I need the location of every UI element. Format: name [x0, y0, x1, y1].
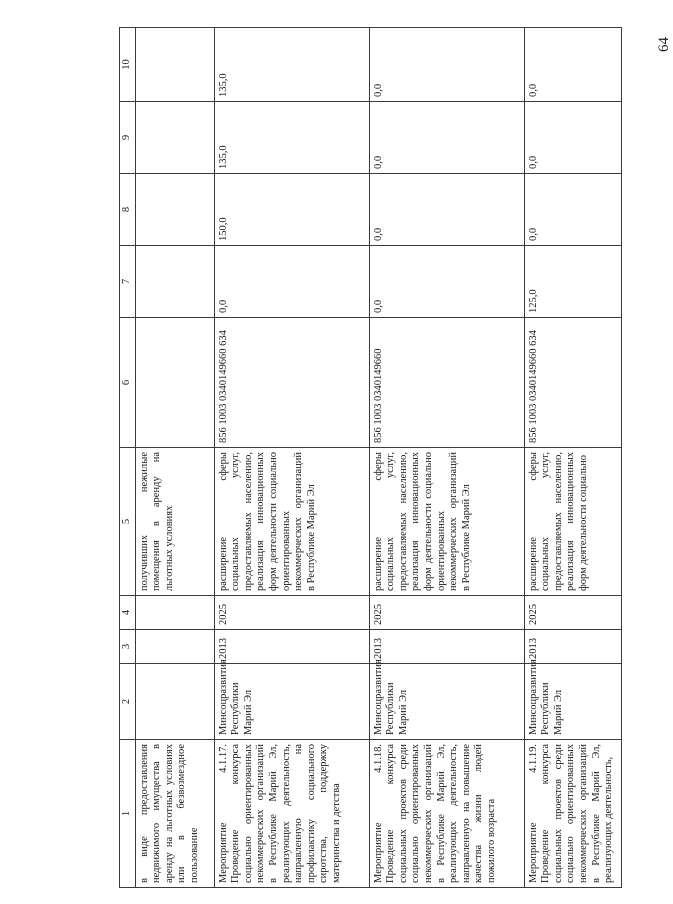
rotated-table-frame [119, 28, 639, 888]
amount-col9: 0,0 [524, 102, 621, 174]
start-year: 2013 [214, 630, 369, 664]
amount-col7: 0,0 [369, 246, 524, 318]
responsible-executor [135, 664, 214, 740]
measure-description: Мероприятие 4.1.19. Проведение конкурса социальных проектов среди социально ориентированных некоммерческих организаций в Республике Марий Эл, реализующих деятельность, [524, 740, 621, 888]
amount-col10: 135,0 [214, 28, 369, 102]
column-number: 5 [120, 448, 136, 596]
column-number: 3 [120, 630, 136, 664]
amount-col8: 150,0 [214, 174, 369, 246]
column-number: 1 [120, 740, 136, 888]
amount-col10: 0,0 [524, 28, 621, 102]
end-year [135, 596, 214, 630]
table-row [369, 28, 524, 888]
responsible-executor: Минсоцразвития Республики Марий Эл [524, 664, 621, 740]
budget-code [135, 318, 214, 448]
amount-col7 [135, 246, 214, 318]
column-number: 10 [120, 28, 136, 102]
responsible-executor: Минсоцразвития Республики Марий Эл [214, 664, 369, 740]
start-year: 2013 [369, 630, 524, 664]
end-year: 2025 [524, 596, 621, 630]
amount-col7: 125,0 [524, 246, 621, 318]
amount-col8: 0,0 [524, 174, 621, 246]
end-year: 2025 [214, 596, 369, 630]
measure-description: в виде предоставления недвижимого имущества в аренду на льготных условиях или в безвозмездное пользование [135, 740, 214, 888]
measure-description: Мероприятие 4.1.17. Проведение конкурса социально ориентированных некоммерческих организаций в Республике Марий Эл, реализующих деятельность, направленную на профилактику социального сиротства, поддержку материнства и детства [214, 740, 369, 888]
end-year: 2025 [369, 596, 524, 630]
table-row [135, 28, 214, 888]
column-number: 4 [120, 596, 136, 630]
amount-col8 [135, 174, 214, 246]
amount-col7: 0,0 [214, 246, 369, 318]
page-number: 64 [656, 37, 672, 52]
amount-col8: 0,0 [369, 174, 524, 246]
table-row [214, 28, 369, 888]
responsible-executor: Минсоцразвития Республики Марий Эл [369, 664, 524, 740]
measure-description: Мероприятие 4.1.18. Проведение конкурса социальных проектов среди социально ориентированных некоммерческих организаций в Республике Марий Эл, реализующих деятельность, направленную на повышение качества жизни людей пожилого возраста [369, 740, 524, 888]
table-row [524, 28, 621, 888]
budget-code: 856 1003 0340149660 634 [214, 318, 369, 448]
column-number: 2 [120, 664, 136, 740]
expected-result: расширение сферы социальных услуг, предоставляемых населению, реализация инновационных форм деятельности социально ориентированных некоммерческих организаций в Республике Марий Эл [369, 448, 524, 596]
start-year [135, 630, 214, 664]
start-year: 2013 [524, 630, 621, 664]
column-number: 8 [120, 174, 136, 246]
amount-col9: 135,0 [214, 102, 369, 174]
budget-code: 856 1003 0340149660 634 [524, 318, 621, 448]
column-number: 7 [120, 246, 136, 318]
column-number: 6 [120, 318, 136, 448]
column-number-row [120, 28, 136, 888]
column-number: 9 [120, 102, 136, 174]
expected-result: получивших нежилые помещения в аренду на льготных условиях [135, 448, 214, 596]
expected-result: расширение сферы социальных услуг, предоставляемых населению, реализация инновационных форм деятельности социально [524, 448, 621, 596]
budget-code: 856 1003 0340149660 [369, 318, 524, 448]
expected-result: расширение сферы социальных услуг, предоставляемых населению, реализация инновационных форм деятельности социально ориентированных некоммерческих организаций в Республике Марий Эл [214, 448, 369, 596]
amount-col9 [135, 102, 214, 174]
amount-col10 [135, 28, 214, 102]
program-measures-table [119, 27, 622, 888]
amount-col9: 0,0 [369, 102, 524, 174]
amount-col10: 0,0 [369, 28, 524, 102]
